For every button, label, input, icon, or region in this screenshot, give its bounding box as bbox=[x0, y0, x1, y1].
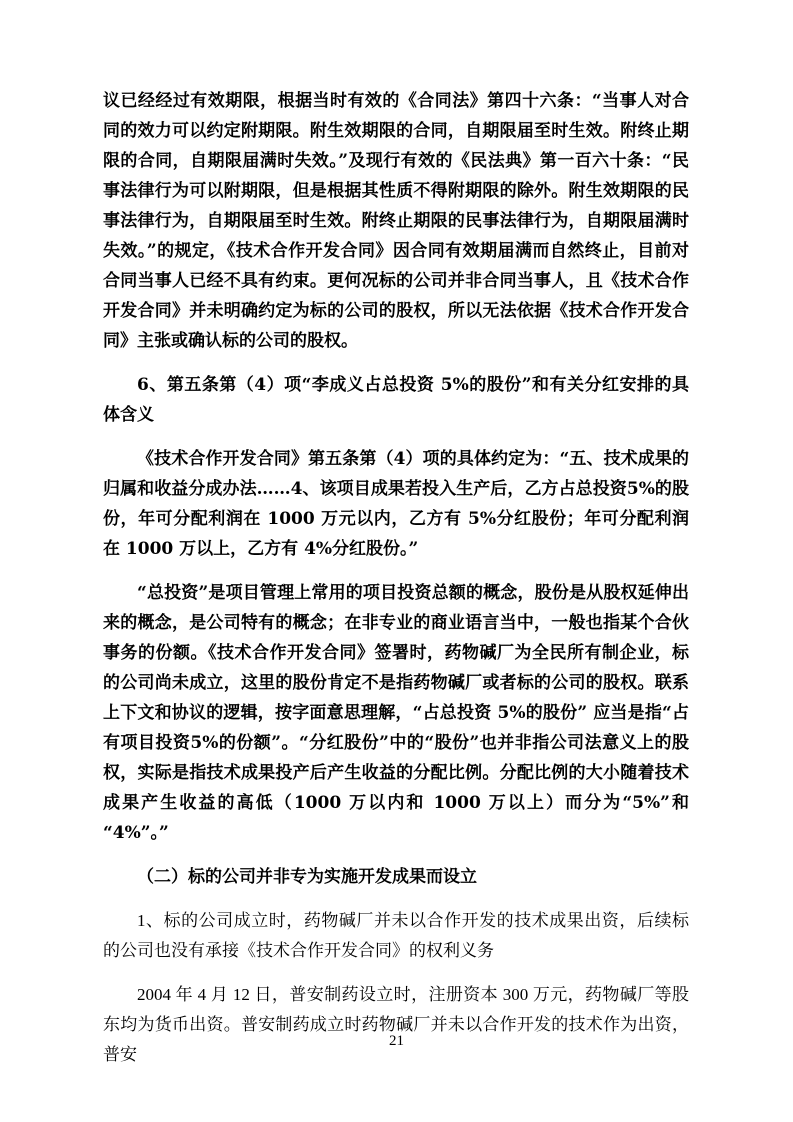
paragraph-section2-item1: 1、标的公司成立时，药物碱厂并未以合作开发的技术成果出资，后续标的公司也没有承接《技术合作开发合同》的权利义务 bbox=[103, 911, 689, 960]
paragraph-contract-clause: 《技术合作开发合同》第五条第（4）项的具体约定为：“五、技术成果的归属和收益分成办法……4、该项目成果若投入生产后，乙方占总投资5%的股份，年可分配利润在 1000 万元以内，乙方有 5%分红股份；年可分配利润在 1000 万以上，乙方有 4%分红股份。” bbox=[103, 449, 689, 559]
continuation-paragraph: 议已经经过有效期限，根据当时有效的《合同法》第四十六条：“当事人对合同的效力可以约定附期限。附生效期限的合同，自期限届至时生效。附终止期限的合同，自期限届满时失效。”及现行有效的《民法典》第一百六十条：“民事法律行为可以附期限，但是根据其性质不得附期限的除外。附生效期限的民事法律行为，自期限届至时生效。附终止期限的民事法律行为，自期限届满时失效。”的规定，《技术合作开发合同》因合同有效期届满而自然终止，目前对合同当事人已经不具有约束。更何况标的公司并非合同当事人，且《技术合作开发合同》并未明确约定为标的公司的股权，所以无法依据《技术合作开发合同》主张或确认标的公司的股权。 bbox=[103, 91, 689, 351]
paragraph-clause-analysis: “总投资”是项目管理上常用的项目投资总额的概念，股份是从股权延伸出来的概念，是公司特有的概念；在非专业的商业语言当中，一般也指某个合伙事务的份额。《技术合作开发合同》签署时，药物碱厂为全民所有制企业，标的公司尚未成立，这里的股份肯定不是指药物碱厂或者标的公司的股权。联系上下文和协议的逻辑，按字面意思理解，“占总投资 5%的股份” 应当是指“占有项目投资5%的份额”。“分红股份”中的“股份”也并非指公司法意义上的股权，实际是指技术成果投产后产生收益的分配比例。分配比例的大小随着技术成果产生收益的高低（1000 万以内和 1000 万以上）而分为“5%”和“4%”。” bbox=[103, 583, 689, 843]
heading-item-6: 6、第五条第（4）项“李成义占总投资 5%的股份”和有关分红安排的具体含义 bbox=[103, 375, 689, 425]
page-number: 21 bbox=[389, 1033, 404, 1049]
paragraph-registration-detail: 2004 年 4 月 12 日，普安制药设立时，注册资本 300 万元，药物碱厂等股东均为货币出资。普安制药成立时药物碱厂并未以合作开发的技术作为出资，普安 bbox=[103, 985, 689, 1064]
heading-section-2: （二）标的公司并非专为实施开发成果而设立 bbox=[137, 867, 477, 886]
